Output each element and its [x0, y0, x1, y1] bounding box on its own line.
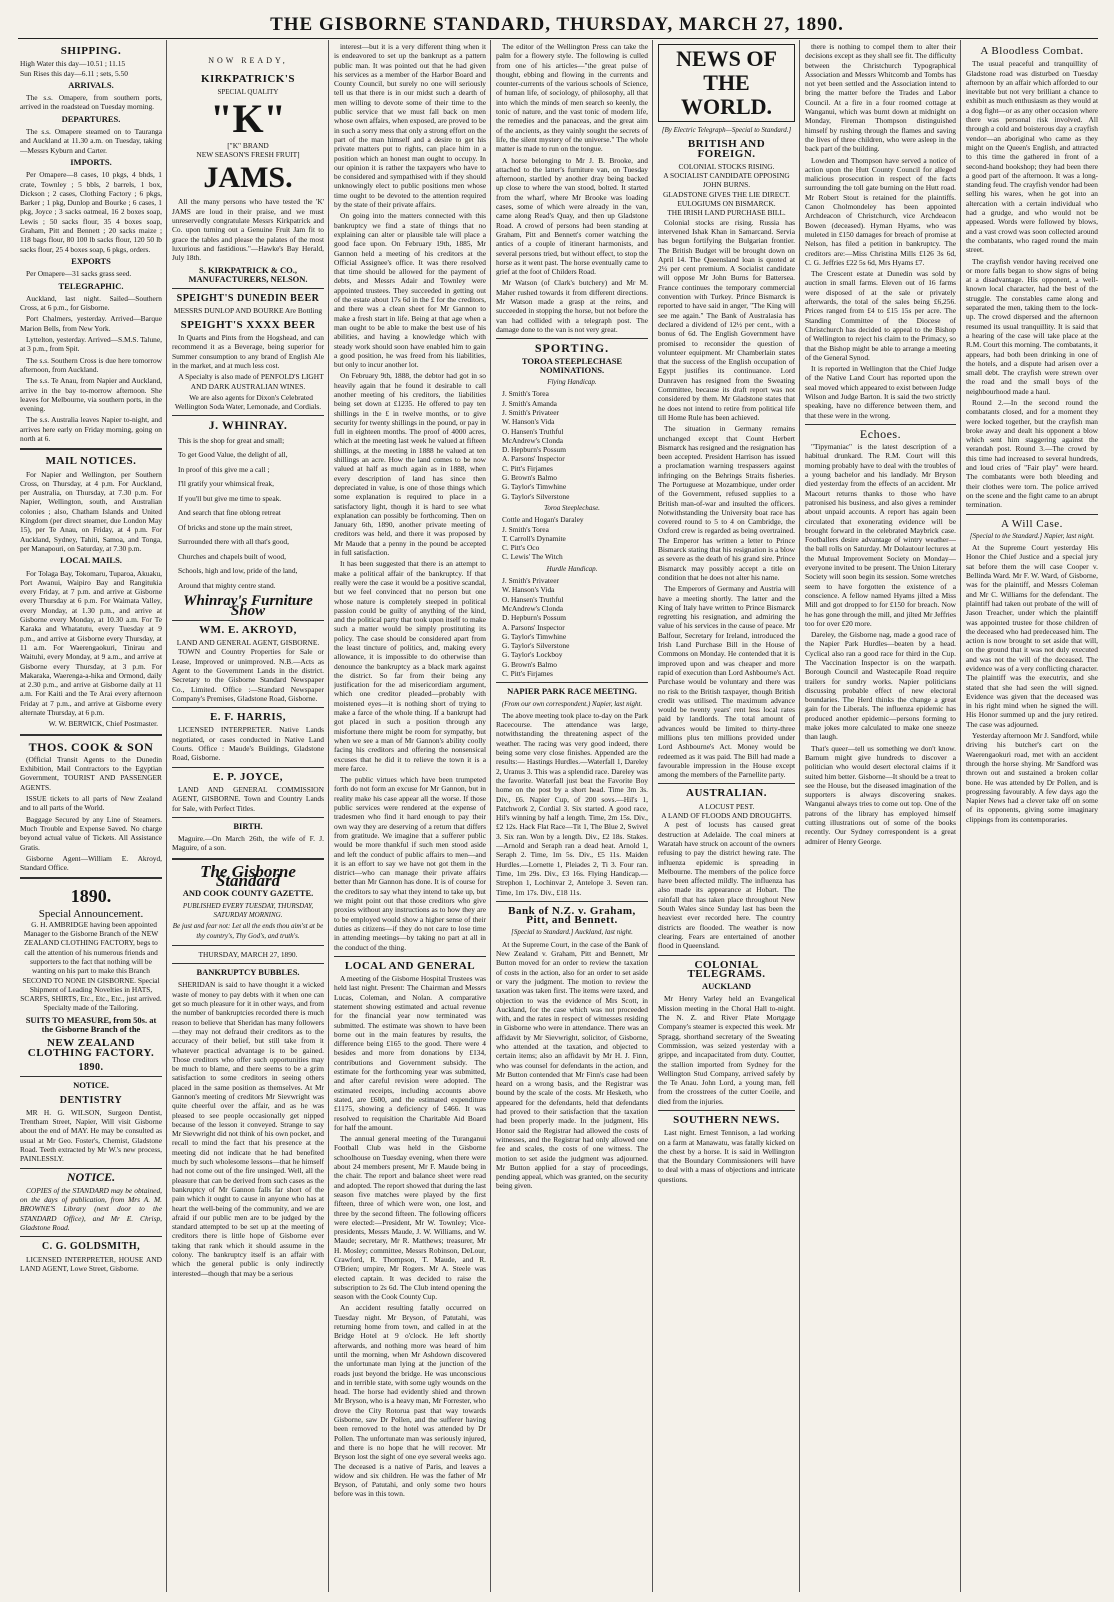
- nomination: Cottle and Hogan's Daraley: [502, 515, 584, 525]
- news-headline: THE IRISH LAND PURCHASE BILL.: [667, 208, 786, 218]
- jams-text: All the many persons who have tested the 'K' JAMS are loud in their praise, and we must unreservedly congratulate Messrs Kirkpatrick and Co. upon turning out a Genuine Fruit Jam fit to grace the tables and please the palates of the most luxurious and fastidious."—Hawke's Bay Herald, July 18th.: [172, 197, 324, 263]
- local-text: A meeting of the Gisborne Hospital Trustees was held last night. Present: The Chairman and Messrs Lucas, Coleman, and Nolan. A comparative statement showing estimated and actual revenue for the financial year now terminated was submitted. The estimate was shown to have been borne out in the main features by results, the difference being £165 to the good. There were 4 besides and more from donations by £134, contributions and Government subsidy. The estimate for the forthcoming year was submitted, and after careful revision were adopted. The estimated receipts, including accounts above stated, are £600, and the estimated expenditure £1175, showing a deficiency of £466. It was resolved to requisition the Charitable Aid Board for half the amount.: [334, 974, 486, 1132]
- nomination: G. Taylor's Silverstone: [502, 491, 570, 501]
- notice-text: COPIES of the STANDARD may be obtained, on the days of publication, from Mrs A. M. BROWNE'S Library (next door to the STANDARD Office), and Mr E. Chrisp, Gladstone Road.: [20, 1185, 162, 1233]
- telegraphic-text: Auckland, last night. Sailed—Southern Cross, at 6 p.m., for Gisborne.: [20, 293, 162, 313]
- imports-heading: IMPORTS.: [70, 156, 112, 167]
- cook-text: Baggage Secured by any Line of Steamers. Much Trouble and Expense Saved. No charge beyond actual value of Tickets. All Assistance Gratis.: [20, 814, 162, 852]
- divider: [334, 956, 486, 957]
- sun-times: Sun Rises this day—6.11 ; sets, 5.50: [20, 68, 128, 78]
- kirkpatrick-heading: KIRKPATRICK'S: [200, 73, 296, 86]
- bloodless-heading: A Bloodless Combat.: [980, 45, 1084, 57]
- napier-text: The above meeting took place to-day on the Park Racecourse. The attendance was large, notwithstanding the threatening aspect of the weather. The racing was very good indeed, there being some very close finishes. Appended are the results:— Hastings Hurdles.—Waterfall 1, Dareley 2, Uranus 3. This was a splendid race. Dareley was the favorite. Waterfall just beat the Favorite Boy home on the post by a short head. Time 3m 3s. Div., £6. Napier Cup, of 200 sovs.—Hil's 1, Patchwork 2, Cordial 3. Six started. A good race, Hil's winning by half a length. Time, 2m 15s. Div., £2 12s. Hack Flat Race—Tit 1, The Blue 2, Swivel 3. Six ran. Won by a length. Div., £2 18s. Stakes.—Arnold and Seraph ran a dead heat. Arnold 1, Seraph 2. Time, 1m 5s. Div., £5 11s. Maiden Hurdles.—Lornette 1, Pleiades 2, Ti 3. Four ran. Time, 1m 29s. Div., £3 16s. Flying Handicap.—Strephon 1, Lochinvar 2, Antelope 3. Seven ran. Time, 1m 17s. Div., £18 11s.: [496, 710, 648, 897]
- nomination: J. Smith's Amanda: [502, 398, 557, 408]
- joyce-heading: E. P. JOYCE,: [212, 770, 284, 783]
- date-line: THURSDAY, MARCH 27, 1890.: [198, 949, 298, 959]
- speight-text: MESSRS DUNLOP AND BOURKE Are Bottling: [173, 306, 323, 316]
- divider: [172, 415, 324, 416]
- bank-text: At the Supreme Court, in the case of the Bank of New Zealand v. Graham, Pitt and Bennett, Mr Button moved for an order to review the taxation of costs in the action, also for an order to set aside or vary the judgment. The motion to review the taxation was taken first. The items were taxed, and objection to was the evidence of Mrs Scott, in Auckland, for the case which was not proceeded with, and the rates in respect of witnesses residing in Gisborne who were in attendance. There was an affidavit by Mr Sievwright, solicitor, of Gisborne, who attended at the taxation, and objected to certain items; also an affidavit by Mr H. J. Finn, who was counsel for defendants in the action, and Mr Button contended that Mr Finn's case had been heard on a wrong basis, and the Registrar was bound by the scale of the costs. Mr Hesketh, who appeared for the defendants, held that defendants had proved to their satisfaction that the taxation had been properly made. In the judgment, His Honor said the Registrar had allowed the costs of witnesses, and the Registrar had only allowed one fee and scales, the costs of one witness. The motion to set aside the judgment was adjourned. Mr Button applied for a stay of proceedings, pending appeal, which was granted, on the security being given.: [496, 939, 648, 1191]
- verse-line: If you'll but give me time to speak.: [178, 493, 282, 503]
- bank-heading: Bank of N.Z. v. Graham, Pitt, and Bennett.: [508, 904, 636, 927]
- verse-line: In proof of this give me a call ;: [178, 464, 270, 474]
- nomination: O. Hansen's Truthful: [502, 426, 564, 436]
- bloodless-text: The usual peaceful and tranquillity of Gladstone road was disturbed on Tuesday afternoon by an affair which afforded to our inevitable but not very brilliant a chance to exhibit as much enthusiasm as they would at a dog fight—or as any other occasion where there was personal risk involved. All through a cold and boisterous day a crayfish vendor—an aboriginal who came as they might on the Queen's English, and attracted to this time the gathered in front of a second-hand bookshop; they had been there a good part of the afternoon. It was a long-standing feud. The crayfish vendor had been selling his wares, when he got into an altercation with a certain individual who had a grudge, and who would not be appeased. Words were followed by blows, and a vast crowd was soon collected around the combatants, who raged round the main street.: [966, 59, 1098, 255]
- column-separator: [799, 40, 800, 1592]
- local-text: The editor of the Wellington Press can take the palm for a flowery style. The following is culled from one of his articles—"the great pulse of thought, ebbing and flowing in the currents and counter-currents of the various schools of Science, of human life, of sociology, of philosophy, all that into which the minds of men search so keenly, the tonic of nature, and the vast tonic of modern life, the remedies and the panaceas, and the great aim of the ancients, as they vainly sought the secrets of life, the silent mystery of the universe." The whole matter is made to run on the tongue.: [496, 42, 648, 154]
- nomination: C. Pitt's Firjames: [502, 463, 553, 473]
- divider: [658, 1110, 795, 1111]
- column-7: [966, 42, 1098, 1590]
- masthead: THE GISBORNE STANDARD, THURSDAY, MARCH 27, 1890.: [270, 14, 844, 35]
- news-text: The situation in Germany remains unchanged except that Count Herbert Bismarck has resigned and the resignation has been accepted. President Harrison has issued a proclamation warning trespassers against infringing on the Behrings Straits fisheries. The Portuguese at Mozambique, under order of the Government, refused supplies to a British man-of-war and insulted the officers. Notwithstanding the University boat race has covered round to 5 to 4 on Cambridge, the Oxford crew is regarded as being overtrained. The Emperor has written a letter to Prince Bismarck stating that his resignation is a blow as severe as the death of his grand sire. Prince Bismarck may possibly accept a title on condition that he does not alter his name.: [658, 424, 795, 582]
- divider: [172, 945, 324, 946]
- editorial-text: The public virtues which have been trumpeted forth do not form an excuse for Mr Gannon, but in reality make his case appear all the worse. If those public services were rendered at the expense of tradesmen who find it hard enough to pay their own way they are deserving of a return that differs from gratitude. We imagine that a sufferer public would be more thankful if such men stood aside and left the conduct of public affairs to men—and it is an effort to say we have not got them in the district—who can manage their private affairs better than Mr Gannon has done. It is of course for the creditors to say what they intend to take up, but we might point out that those creditors who give proxies without any instructions as to how they are to be employed would show a higher sense of their duties as citizens—if they do not care to lose time in attending meetings—by taking no part at all in the conduct of the thing.: [334, 775, 486, 952]
- verse-line: Surrounded there with all that's good,: [178, 537, 289, 547]
- napier-sub: (From our own correspondent.) Napier, last night.: [501, 699, 643, 708]
- divider: [172, 767, 324, 768]
- colonial-heading: COLONIAL TELEGRAMS.: [687, 958, 766, 980]
- echoes-text: "Tipymaniac" is the latest description of a habitual drunkard. The R.M. Court will this morning probably have to deal with the troubles of a young bachelor and his landlady. Mr Bryson died yesterday from the effects of an accident. Mr Macourt returns thanks to those who have patronised his business, and also gives a reminder about unpaid accounts. A report has again been circulated that exonerating evidence will be brought forward in the celebrated Maybrick case. Footballers desire advantage of wintry weather—the ball rolls on Saturday. Mr Dolautour lectures at the Mutual Improvement Society on Monday—everyone invited to be present. The Union Literary Society will soon begin its session. Some wretches seem to have forgotten the existence of a conscience. A fellow named Hyams jilted a Miss Mill and got dropped to for £150 for breach. Now he has gone through the mill, and jilted Mr Jeffries too for over £20 more.: [805, 442, 956, 628]
- local-text: An accident resulting fatally occurred on Tuesday night. Mr Bryson, of Patutahi, was returning home from town, and called in at the Bridge Hotel at 9 o'clock. He left shortly afterwards, and nothing more was heard of him until the morning, when Mr Ashdown discovered the unfortunate man lying at the junction of the roads just beyond the bridge. He was unconscious and in terrible state, with some ugly wounds on the head. The horse had evidently shied and thrown Mr Bryson, who is a heavy man, Mr Forrester, who drove the City Rotorua past that way towards Gisborne, saw Dr Pollen, and the sufferer having been removed to the hotel was attended by Dr Pollen. The unfortunate man was seriously injured, and there is no hope that he will recover. Mr Bryson lost the sight of one eye several weeks ago. The deceased is a native of Paris, and leaves a widow and six children. He was the father of Mr Bryson, of Patutahi, and only some two hours before was in this town.: [334, 1303, 486, 1499]
- local-text: The annual general meeting of the Turanganui Football Club was held in the Gisborne schoolhouse on Tuesday evening, when there were about 24 members present, Mr F. Maude being in the chair. The report and balance sheet were read and adopted. The report showed that during the last season five matches were played by the first fifteen, three of which were won, one lost, and three by the second fifteen. The following officers were elected:—President, Mr W. Townley; Vice-presidents, Messrs Maude, J. W. Williams, and W. Maude; secretary, Mr R. Matthews; treasurer, Mr H. Mosley; committee, Messrs Robinson, DeLour, Crawford, R. Thompson, T. Maude, and R. O'Brien; umpire, Mr Rogers. Mr A. Steele was elected captain. It was decided to raise the subscription to 2s 6d. The Club intend opening the season with the Cook County Cup.: [334, 1134, 486, 1302]
- news-text: Lowden and Thompson have served a notice of action upon the Hutt County Council for alleged malicious prosecution in respect of the facts surrounding the toll gate burning on the Hutt road. Mr Robert Stout is retained for the plaintiffs. Canon Cholmondeley has been appointed Archdeacon of Christchurch, vice Archdeacon Bowen (deceased). Hyman Hyams, who was muleted in £150 damages for breach of promise at Nelson, has filed a petition in bankruptcy. The creditors are:—Miss Christina Mills £126 3s 6d, C. G. Jeffries £22 5s 6d, Mrs Hyams £7.: [805, 155, 956, 267]
- masthead-rule: [18, 38, 1098, 39]
- verse-line: Around that mighty centre stand.: [178, 580, 276, 590]
- published-note: PUBLISHED EVERY TUESDAY, THURSDAY, SATURDAY MORNING.: [182, 901, 314, 919]
- editorial-text: On going into the matters connected with this bankruptcy we find a state of things that no explaining can alter or plausible tale will place a good face upon. On February 19th, 1885, Mr Gannon held a meeting of his creditors at the Official Assignee's office. It was there resolved that time should be allowed for the payment of debts, and Messrs Adair and Townley were appointed trustees. They succeeded in getting out of the estate about 17s 6d in the £ for the creditors, and there was a clean sheet for Mr Gannon to make a fresh start in life. Being at that age when a man ought to be able to make the best use of his abilities, and having a knowledge which with steady work should soon have enabled him to gain a good position, he was freed from his liabilities, but only to incur another lot.: [334, 211, 486, 370]
- whinray-furniture: Whinray's Furniture Show: [183, 593, 313, 619]
- cook-text: ISSUE tickets to all parts of New Zealand and to all parts of the World.: [20, 794, 162, 813]
- nomination: C. Pitt's Oco: [502, 543, 540, 553]
- postmaster-signature: W. W. BERWICK, Chief Postmaster.: [48, 719, 158, 729]
- nomination-list: [502, 389, 648, 501]
- speight-text: A Specialty is also made of PENFOLD'S LIGHT AND DARK AUSTRALIAN WINES.: [178, 372, 324, 391]
- harris-heading: E. F. HARRIS,: [209, 711, 287, 724]
- divider: [172, 707, 324, 708]
- divider: [172, 817, 324, 818]
- dentist-text: MR H. G. WILSON, Surgeon Dentist, Trentham Street, Napier, Will visit Gisborne about the end of MAY. He may be consulted as usual at Mr Geo. Foster's, Chemist, Gladstone Road. Teeth extracted by Mr W.'s new process, PAINLESSLY.: [20, 1107, 162, 1164]
- suits-text: SUITS TO MEASURE, from 50s. at the Gisborne Branch of the: [25, 1014, 157, 1035]
- now-ready: NOW READY,: [208, 56, 288, 65]
- divider: [805, 424, 956, 425]
- nzcf-heading: NEW ZEALAND CLOTHING FACTORY.: [27, 1037, 155, 1059]
- high-water: High Water this day—10.51 ; 11.15: [20, 59, 126, 69]
- british-heading: BRITISH AND FOREIGN.: [687, 138, 766, 160]
- whinray-verse: [178, 434, 324, 594]
- column-separator: [960, 40, 961, 1592]
- bloodless-text: Round 2.—In the second round the combatants closed, and for a moment they were locked together, but the crayfish man broke away and dealt his opponent a blow which sent him staggering against the verandah post. Round 3.—The crowd by this time had increased to several hundreds, and loud cries of "Fair play" were heard. The combatants were both bleeding and their clothes were torn. The police arrived on the scene and the fight came to an abrupt termination.: [966, 397, 1098, 510]
- divider: [20, 877, 162, 881]
- divider: [172, 620, 324, 621]
- kirkpatrick-manufacturers: S. KIRKPATRICK & CO., MANUFACTURERS, NELSON.: [188, 264, 308, 284]
- divider: [658, 783, 795, 784]
- nomination: J. Smith's Privateer: [502, 576, 559, 586]
- departures-text: The s.s. Omapere steamed on to Tauranga and Auckland at 11.30 a.m. on Tuesday, taking—Messrs Kyburn and Carter.: [20, 127, 162, 155]
- nomination: C. Pitt's Firjames: [502, 669, 553, 678]
- k-brand-logo: "K": [210, 95, 286, 141]
- bloodless-text: The crayfish vendor having received one or more falls began to show signs of being at a disadvantage. His opponent, a well-known local character, had the best of the struggle. The constables came along and separated the men, taking them to the lock-up. The crowd dispersed and the afternoon resumed its usual tranquillity. It is said that a hearing of the case will take place at the R.M. Court this morning. The combatants, it appears, had both been drinking in one of the hotels, and a dispute had arisen over a small debt. The crayfish were strewn over the road and the small boys of the neighbourhood made a haul.: [966, 256, 1098, 396]
- news-text: Colonial stocks are rising. Russia has intervened Ishak Khan in Samarcand. Servia has begun fortifying the Bulgarian frontier. The British Budget will be brought down on April 14. The Queensland loan is quoted at 2¼ per cent premium. A Socialist candidate will oppose Mr John Burns for Battersea. France continues the temporary commercial convention with Turkey. Prince Bismarck is reported to have said in anger, "The King will see me again." The Bank of Australasia has declared a dividend of 12½ per cent., with a bonus of 6d. The English Government have promised to reconsider the question of volunteer equipment. Mr Chamberlain states that the success of the English occupation of Egypt justifies its continuance. Lord Dunraven has resigned from the Sweating Committee, because its draft report was not considered by them. Mr Gladstone states that he does not intend to retire from political life till Home Rule has been achieved.: [658, 217, 795, 422]
- will-heading: A Will Case.: [1001, 517, 1063, 530]
- verse-line: And search that fine oblong retreat: [178, 508, 281, 518]
- local-general-heading: LOCAL AND GENERAL: [344, 959, 476, 972]
- will-sub: [Special to the Standard.] Napier, last night.: [969, 531, 1095, 540]
- nomination: W. Hanson's Vida: [502, 417, 555, 427]
- goldsmith-text: LICENSED INTERPRETER, HOUSE AND LAND AGENT, Lowe Street, Gisborne.: [20, 1254, 162, 1273]
- echoes-text: That's queer—tell us something we don't know. Barnum might give hundreds to discover a politician who would desert electoral claims if it suited him better. Gisborne—It should be a treat to see the House, but the diseased imagination of the supporters is always discovering snakes. Wanganui always tries to come out top. One of the patrons of the library has employed himself cutting illustrations out of some of the books recently. Our Sydney correspondent is a great admirer of Henry George.: [805, 743, 956, 846]
- nomination: G. Taylor's Silverstone: [502, 641, 570, 651]
- telegraphic-text: The s.s. Te Anau, from Napier and Auckland, arrive in the bay to-morrow afternoon. She leaves for Melbourne, via southern ports, in the evening.: [20, 376, 162, 414]
- news-headline: GLADSTONE GIVES THE LIE DIRECT.: [662, 189, 791, 199]
- will-text: At the Supreme Court yesterday His Honor the Chief Justice and a special jury sat before them the will case Cooper v. Bellinda Ward. Mr F. W. Ward, of Gisborne, was for the plaintiff, and Messrs Coleman and Mr C. Williams for the defendant. The plaintiff had taken out probate of the will of Jason Treacher, under which the plaintiff was appointed trustee for those children of the deceased who had predeceased him. The action is now brought to set aside that will, on the ground that it was not duly executed and was not the will of the deceased. The evidence was of a very conflicting character. The plaintiff was the executrix, and she stated that she had seen the will signed. Evidence was given that the deceased was in his right mind when he signed the will. His Honor summed up and the jury retired. The case was adjourned.: [966, 543, 1098, 729]
- mail-text: For Napier and Wellington, per Southern Cross, on Thursday, at 4 p.m. For Auckland, per Australia, on Thursday, at 7.30 p.m. For Napier, Wellington, south, and Australian colonies ; also, Chatham Islands and United Kingdom (per direct steamer, due London May 15), per Te Anau, on Friday, at 4 p.m. For Auckland, Sydney, Tahiti, Samoa, and Tonga, per Manapouri, on Saturday, at 7.30 p.m.: [20, 469, 162, 553]
- nomination: McAndrew's Clonda: [502, 435, 564, 445]
- bubbles-heading: BANKRUPTCY BUBBLES.: [196, 967, 300, 978]
- nomination: D. Hepburn's Possum: [502, 445, 566, 455]
- telegraphic-text: Lyttelton, yesterday. Arrived—S.M.S. Talune, at 3 p.m., from Spit.: [20, 335, 162, 354]
- column-1: [20, 42, 162, 1590]
- bubbles-text: SHERIDAN is said to have thought it a wicked waste of money to pay debts with it when one can get so much pleasure for it in other ways, and from the number of bankruptcies recorded there is much reason to believe that Sheridan has many followers—they may not defraud their creditors as to the accuracy of their belief, but still take from it whatever practical advantage is to be gained. Those creditors who offer such opportunities may be much to blame, and there seems to be a grim satisfaction to some creditors in seeing others placed in the same position as themselves. At Mr Gannon's meeting of creditors Mr Sievwright was quite cheerful over the affair, and as he was pleased to see people occasionally get nipped because of the lesson it conveyed. Strange to say Mr Sievwright did not think of his own pocket, and recall to mind the fact that his presence at the meeting did not indicate that he had benefited much by such wholesome lessons—that he himself had not come out of the fire unsinged. Well, all the pleasure that can be derived from such cases as the bankruptcy of Mr Gannon falls far short of the pain which it ought to cause in anyone who has at heart the well-being of the community, and we are afraid if our public men are to be judged by the standard attempted to be set up at the meeting of creditors there is little hope of Gisborne ever taking that rank which it should assume in the colony. The bankruptcy itself is an affair with which the general public is only indirectly interested—though that may be a serious: [172, 980, 324, 1278]
- nomination: W. Hanson's Vida: [502, 585, 555, 595]
- race-subheading: Toroa Steeplechase.: [544, 503, 600, 512]
- nomination-list: [502, 576, 648, 678]
- news-text: there is nothing to compel them to alter their decisions except as they shall see fit. The difficulty between the Christchurch Typographical Association and Messrs Whitcomb and Tombs has not yet been settled and the Association intend to bring the matter before the Trades and Labor Council. At a fire in a four roomed cottage at Wanganui, which was burnt down at midnight on Monday, Fireman Thompson distinguished himself by rushing through the flames and saving the lives of three children, who were asleep in the back part of the building.: [805, 42, 956, 154]
- nomination: G. Taylor's Lockboy: [502, 650, 563, 660]
- column-separator: [328, 40, 329, 1592]
- verse-line: This is the shop for great and small;: [178, 435, 285, 445]
- telegraphic-text: The s.s. Southern Cross is due here tomorrow afternoon, from Auckland.: [20, 355, 162, 374]
- echoes-text: Dareley, the Gisborne nag, made a good race of the Napier Park Hurdles—beaten by a head. Cyclical also ran a good race for third in the Cup. The Vaccination Inspector is on the warpath. Borough Council and Wastecapile Road require trailers for sundry works. Napier politicians discussing probable effect of new electoral boundaries. The Herd thinks the change a great gain for the Liberals. The influenza epidemic has produced another epidemic—persons forming to make jokes more calculated to make one sneeze than laugh.: [805, 630, 956, 742]
- southern-heading: SOUTHERN NEWS.: [673, 1113, 780, 1126]
- mail-heading: MAIL NOTICES.: [45, 455, 137, 468]
- auckland-heading: AUCKLAND: [701, 981, 752, 992]
- nzcf-year: 1890.: [78, 1061, 104, 1073]
- akroyd-text: TOWN and Country Properties for Sale or Lease, Improved or unimproved. N.B.—Acts as Agent to the Government Lands in the district. Secretary to the Gisborne Standard Newspaper Co., Limited. Office :—Standard Newspaper Company's Premises, Gladstone Road, Gisborne.: [172, 647, 324, 703]
- local-text: Mr Watson (of Clark's butchery) and Mr M. Maher rushed towards it from different directions. Mr Watson made a grasp at the reins, and succeeded in stopping the horse, but not before the van had collided with a telegraph post. The damage done to the van is not very great.: [496, 278, 648, 334]
- exports-text: Per Omapere—31 sacks grass seed.: [26, 269, 132, 279]
- editorial-text: It has been suggested that there is an attempt to make a political affair of the bankruptcy. If that really were the case it would be a positive scandal, but we feel convinced that no person but one whose nature is completely steeped in political passion could be guilty of anything of the kind, and the political party that took upon itself to make such a matter would be simply prostituting its policy. The case should be considered apart from the least tincture of politics, and, making every allowance, it is impossible to do otherwise than denounce the bankruptcy as a black mark against the district. So far from their being any justification for the ad misericordiam argument, which one creditor pleaded—probably with moistened eyes—it is nothing short of trying to make a farce of the whole thing. If a bankrupt had got placed in such a position through any misfortune there might be room for sympathy, but when we see a man of Mr Gannon's ability coolly facing his creditors and offering the nonsensical excuses that he did it to relieve the town it is a mere farce.: [334, 559, 486, 773]
- speight-text: In Quarts and Pints from the Hogshead, and can recommend it as a Beverage, being superior for Summer consumption to any brand of English Ale in the market, and at much less cost.: [172, 333, 324, 370]
- verse-line: Schools, high and low, pride of the land,: [178, 566, 298, 576]
- divider: [20, 1236, 162, 1237]
- speight-xxxx: SPEIGHT'S XXXX BEER: [180, 318, 316, 331]
- cook-agent: Gisborne Agent—William E. Akroyd, Standard Office.: [20, 853, 162, 873]
- dentistry-heading: DENTISTRY: [59, 1094, 123, 1106]
- divider: [172, 963, 324, 964]
- joyce-text: LAND AND GENERAL COMMISSION AGENT, GISBORNE. Town and Country Lands for Sale, with Perfect Titles.: [172, 784, 324, 813]
- k-brand: ["K" BRAND: [227, 140, 269, 150]
- divider: [20, 1168, 162, 1169]
- news-text: Last night. Ernest Tennison, a lad working on a farm at Manawatu, was fatally kicked on the chest by a horse. It is said in Wellington that the Boundary Commissioners will have to deal with a mass of objections and intricate questions.: [658, 1128, 795, 1184]
- news-heading: NEWS OF THE WORLD.: [658, 44, 795, 122]
- divider: [20, 1076, 162, 1077]
- verse-line: To get Good Value, the delight of all,: [178, 450, 288, 460]
- news-headline: A LOCUST PEST.: [698, 801, 755, 811]
- divider: [966, 514, 1098, 515]
- nomination: G. Taylor's Timwhine: [502, 631, 567, 641]
- news-text: The Emperors of Germany and Austria will have a meeting shortly. The latter and the King of Italy have written to Prince Bismarck regretting his resignation, and admiring the value of his services in the cause of peace. Mr Balfour, Secretary for Ireland, introduced the Irish Land Purchase Bill in the House of Commons on Monday. He contended that it is improved upon and was cheaper and more rapid of execution than Lord Ashbourne's Act. Purchase would be voluntary and there was no risk to the British taxpayer, though British credit was utilised. The maximum advance would be twenty years' rent less local rates paid by landlords. The total amount of advances would be limited to thirty-three millions plus ten millions provided under Lord Ashbourne's Act. Money would be redeemed as it was paid. The Bill had made a favourable impression in the House except among the members of the Parnellite party.: [658, 584, 795, 780]
- news-headline: COLONIAL STOCKS RISING.: [678, 161, 775, 171]
- nomination: G. Taylor's Timwhine: [502, 482, 567, 492]
- column-5: [658, 42, 795, 1590]
- exports-heading: EXPORTS: [71, 255, 111, 266]
- nomination: T. Carroll's Dynamite: [502, 533, 566, 543]
- napier-heading: NAPIER PARK RACE MEETING.: [507, 686, 637, 697]
- column-separator: [166, 40, 167, 1592]
- divider: [20, 448, 162, 452]
- verse-line: I'll gratify your whimsical freak,: [178, 479, 274, 489]
- shipping-heading: SHIPPING.: [60, 45, 122, 57]
- year-heading: 1890.: [70, 886, 112, 907]
- goldsmith-heading: C. G. GOLDSMITH,: [41, 1241, 141, 1253]
- telegraphic-heading: TELEGRAPHIC.: [58, 280, 124, 291]
- birth-heading: BIRTH.: [233, 820, 263, 831]
- echoes-heading: Echoes.: [859, 426, 902, 441]
- australian-heading: AUSTRALIAN.: [686, 787, 767, 800]
- nomination: J. Smith's Torea: [502, 389, 549, 399]
- nomination: McAndrew's Clonda: [502, 603, 564, 613]
- nomination: J. Smith's Privateer: [502, 407, 559, 417]
- column-3: [334, 42, 486, 1590]
- notice-heading-2: NOTICE.: [66, 1169, 116, 1184]
- speight-heading: SPEIGHT'S DUNEDIN BEER: [176, 293, 320, 305]
- special-quality: SPECIAL QUALITY: [217, 87, 279, 96]
- departures-heading: DEPARTURES.: [61, 113, 121, 124]
- arrivals-text: The s.s. Omapere, from southern ports, arrived in the roadstead on Tuesday morning.: [20, 93, 162, 112]
- nomination: G. Brown's Balmo: [502, 473, 557, 483]
- divider: [172, 288, 324, 289]
- column-2: [172, 42, 324, 1590]
- telegraphic-text: The s.s. Australia leaves Napier to-night, and arrives here early on Friday morning, going on north at 6.: [20, 415, 162, 443]
- nomination: C. Lewis' The Witch: [502, 552, 563, 562]
- motto: Be just and fear not: Let all the ends thou aim'st at be thy country's, Thy God's, and truth's.: [172, 922, 324, 940]
- nomination: G. Brown's Balmo: [502, 659, 557, 669]
- news-text: It is reported in Wellington that the Chief Judge of the Native Land Court has reported upon the seal moved which appeared to exist between Judge Wilson and Judge Barton. It is said the two strictly speaking, have no difference between them, and that these were in the wrong.: [805, 364, 956, 420]
- will-text: Yesterday afternoon Mr J. Sandford, while driving his butcher's cart on the Waerengaokuri road, met with an accident through the horse shying. Mr Sandford was thrown out and sustained a broken collar bone. He was attended by Dr Pollen, and is progressing favourably. A few days ago the Napier News had a clever take off on some of its opponents, giving some imaginary clippings from its contemporaries.: [966, 731, 1098, 824]
- new-season: NEW SEASON'S FRESH FRUIT]: [196, 150, 300, 160]
- nomination: A. Parsons' Inspector: [502, 454, 565, 464]
- editorial-text: interest—but it is a very different thing when it is endeavored to set up the bankrupt as a pattern public man. It was pointed out that he had given his services as a member of the Harbor Board and County Council, but surely no one will seriously tell us that there is in our midst such a dearth of men willing to devote some of their time to the public service that we must fall back on men whose own affairs, when exposed, are proved to be in such a sorry mess that only a strong effort on the part of the man himself and a desire to get his private matters put to rights, can place him in a position which an honest man ought to occupy. In our opinion it is rather the taxpayers who have to be considered and sympathised with if they should unknowingly elect to public positions men whose time ought to be devoted to the attention required by the state of their private affairs.: [334, 42, 486, 210]
- divider: [496, 682, 648, 683]
- nomination: D. Hepburn's Possum: [502, 613, 566, 623]
- cook-heading: THOS. COOK & SON: [28, 739, 154, 754]
- nomination: A. Parsons' Inspector: [502, 622, 565, 632]
- nomination: O. Hansen's Truthful: [502, 594, 564, 604]
- news-text: The Crescent estate at Dunedin was sold by auction in small farms. Eleven out of 16 farms were disposed of at the sale or privately afterwards, the total of the sales being £6,256. Prices ranged from £4 to £15 15s per acre. The Standing Committee of the Diocese of Christchurch has decided to appeal to the Bishop of Wellington to reject his claim to the Primacy, so that the Bishop might be able to arrange a meeting of the General Synod.: [805, 269, 956, 362]
- news-sub: [By Electric Telegraph—Special to Standard.]: [661, 126, 792, 134]
- special-announcement: Special Announcement.: [38, 908, 144, 921]
- paper-subtitle: AND COOK COUNTY GAZETTE.: [182, 888, 314, 899]
- column-separator: [652, 40, 653, 1592]
- column-separator: [490, 40, 491, 1592]
- jams-heading: JAMS.: [203, 161, 293, 195]
- nomination: J. Smith's Torea: [502, 524, 549, 534]
- sporting-heading: SPORTING.: [534, 341, 610, 356]
- whinray-heading: J. WHINRAY.: [208, 418, 288, 433]
- cook-sub: (Official Transit Agents to the Dunedin Exhibition, Mail Contractors to the Egyptian Government, TOURIST AND PASSENGER AGENTS.: [20, 754, 162, 792]
- verse-line: Of bricks and stone up the main street,: [178, 522, 293, 532]
- news-headline: A LAND OF FLOODS AND DROUGHTS.: [661, 811, 792, 821]
- divider: [496, 338, 648, 339]
- race-subheading: Flying Handicap.: [547, 378, 597, 387]
- nomination-list: [502, 515, 648, 561]
- column-6: [805, 42, 956, 1590]
- akroyd-heading: WM. E. AKROYD,: [199, 623, 297, 636]
- paper-title: The Gisborne Standard: [200, 861, 296, 891]
- divider: [658, 955, 795, 956]
- telegraphic-text: Port Chalmers, yesterday. Arrived—Barque Marion Bells, from New York.: [20, 314, 162, 333]
- news-text: Mr Henry Varley held an Evangelical Mission meeting in the Choral Hall to-night. The N. Z. and River Plate Mortgage Company's steamer is expected this week. Mr Spragg, shorthand secretary of the Sweating Commission, was seized yesterday with a grippe, and incapacitated from duty. Coutter, the stallion imported from Sydney for the Wellington Stud Company, arrived safely by the Te Anau. John Lord, a young man, fell from the crosstrees of the cutter Coeile, and died from the injuries.: [658, 994, 795, 1106]
- news-headline: A SOCIALIST CANDIDATE OPPOSING JOHN BURNS.: [663, 171, 790, 190]
- column-4: [496, 42, 648, 1590]
- ambridge-text: G. H. AMBRIDGE having been appointed Manager to the Gisborne Branch of the NEW ZEALAND CLOTHING FACTORY, begs to call the attention of his numerous friends and supporters to the fact that nothing will be wanting on his part to make this Branch SECOND TO NONE IN GISBORNE. Special Shipment of Leading Novelties in HATS, SCARFS, SHIRTS, Etc., Etc., Etc., just arrived. Specialty made of the Tailoring.: [20, 919, 162, 1013]
- toroa-heading: TOROA STEEPLECHASE NOMINATIONS.: [521, 355, 623, 375]
- race-subheading: Hurdle Handicap.: [546, 564, 598, 573]
- divider: [20, 734, 162, 738]
- birth-text: Maguire.—On March 26th, the wife of F. J. Maguire, of a son.: [172, 834, 324, 853]
- speight-text: We are also agents for Dixon's Celebrated Wellington Soda Water, Lemonade, and Cordials.: [174, 392, 322, 412]
- local-mails-text: For Tolaga Bay, Tokomaru, Tuparoa, Akuaku, Port Awanui, Waipiro Bay and Rangitukia every Friday, at 7 p.m. and arrive at Gisborne every Thursday at 6 p.m. For Waimata Valley, every Monday, at 1.30 p.m., and arrive at Gisborne every Monday, at 10.30 a.m. For Te Karaka and Whatatutu, every Tuesday at 9 p.m., and arrive at Gisborne every Thursday, at 11 a.m. For Waerengaokuri, Tinirau and Waituhi, every Monday, at 9 a.m., and arrive at Gisborne every Thursday, at 3 p.m. For Makaraka, Waerenga-a-hika and Ormond, daily at 2.30 p.m., and arrive at Gisborne daily at 11 a.m. For Kaiti and the Te Arai every afternoon Friday at 7 p.m., and arrive at Gisborne every alternate Thursday, at 6 p.m.: [20, 568, 162, 717]
- local-text: A horse belonging to Mr J. B. Brooke, and attached to the latter's furniture van, on Tuesday afternoon, startled by another dray being backed up close to where the van stood, bolted. It started from the wharf, where Mr Brooke was loading cases, some of which were already in the van, came along Read's Quay, and then up Gladstone Road. A crowd of persons had been standing at Graham, Pitt and Bennett's corner watching the antics of a couple of itinerant harmonists, and several persons tried, but without effect, to stop the horse as it went past. The horse eventually came to grief at the foot of Childers Road.: [496, 155, 648, 277]
- akroyd-sub: LAND AND GENERAL AGENT, GISBORNE.: [176, 638, 320, 648]
- harris-text: LICENSED INTERPRETER. Native Lands negotiated, or cases conducted in Native Land Courts. Office : Maude's Buildings, Gladstone Road, Gisborne.: [172, 725, 324, 763]
- imports-text: Per Omapere—8 cases, 10 pkgs, 4 bhds, 1 crate, Townley ; 5 bbls, 2 barrels, 1 box, Dickson ; 2 cases, Clothing Factory ; 6 pkgs, Barker ; 1 pkg, Dunlop and Bourke ; 6 cases, 1 pkg, Joyce ; 3 sacks oatmeal, 16 2 boxes soap, Lewis ; 50 sacks flour, 35 4 boxes soap, Graham, Pitt and Bennett ; 20 sacks maize ; 118 bags flour, 80 100 lb sacks flour, 120 50 lb sacks flour, 25 4 boxes soap, 6 pkgs, orders.: [20, 170, 162, 254]
- divider: [496, 901, 648, 902]
- news-headline: EULOGIUMS ON BISMARCK.: [677, 199, 776, 209]
- news-text: A pest of locusts has caused great destruction at Adelaide. The coal miners at Waratah have struck on account of the owners refusing to pay the district hewing rate. The influenza epidemic is spreading in Melbourne. The members of the police force have been affected mildly. The influenza has also made its appearance at Hobart. The rainfall that has taken place throughout New South Wales since Sunday last has been the heaviest ever recorded here. The country districts are flooded. The weather is now clearing. Fears are entertained of another flood in Queensland.: [658, 820, 795, 951]
- bank-sub: [Special to Standard.] Auckland, last night.: [511, 928, 633, 937]
- arrivals-heading: ARRIVALS.: [68, 79, 114, 90]
- editorial-text: On February 9th, 1888, the debtor had got in so heavily again that he found it desirable to call another meeting of his creditors, the liabilities being set down at £1235. He offered to pay ten shillings in the £ in twelve months, or to give security for twenty shillings in the pound, or pay in full in eighteen months. The proof of 4000 acres, which at the meeting last week he valued at fifteen shillings, at the meeting in 1888 he valued at ten shillings an acre. How the land comes to be now valued at half as much again as in 1888, when every description of land has since then depreciated in value, is one of those things which some explanation is required to place in a satisfactory light, though it is hard to see what explanation can possibly be forthcoming. Then on January 6th, 1890, another private meeting of creditors was held, and there it was proposed by Mr Maude that a penny in the pound be accepted in full satisfaction.: [334, 371, 486, 558]
- verse-line: Churches and chapels built of wood,: [178, 551, 286, 561]
- notice-heading: NOTICE.: [73, 1080, 109, 1091]
- local-mails-heading: LOCAL MAILS.: [60, 555, 122, 566]
